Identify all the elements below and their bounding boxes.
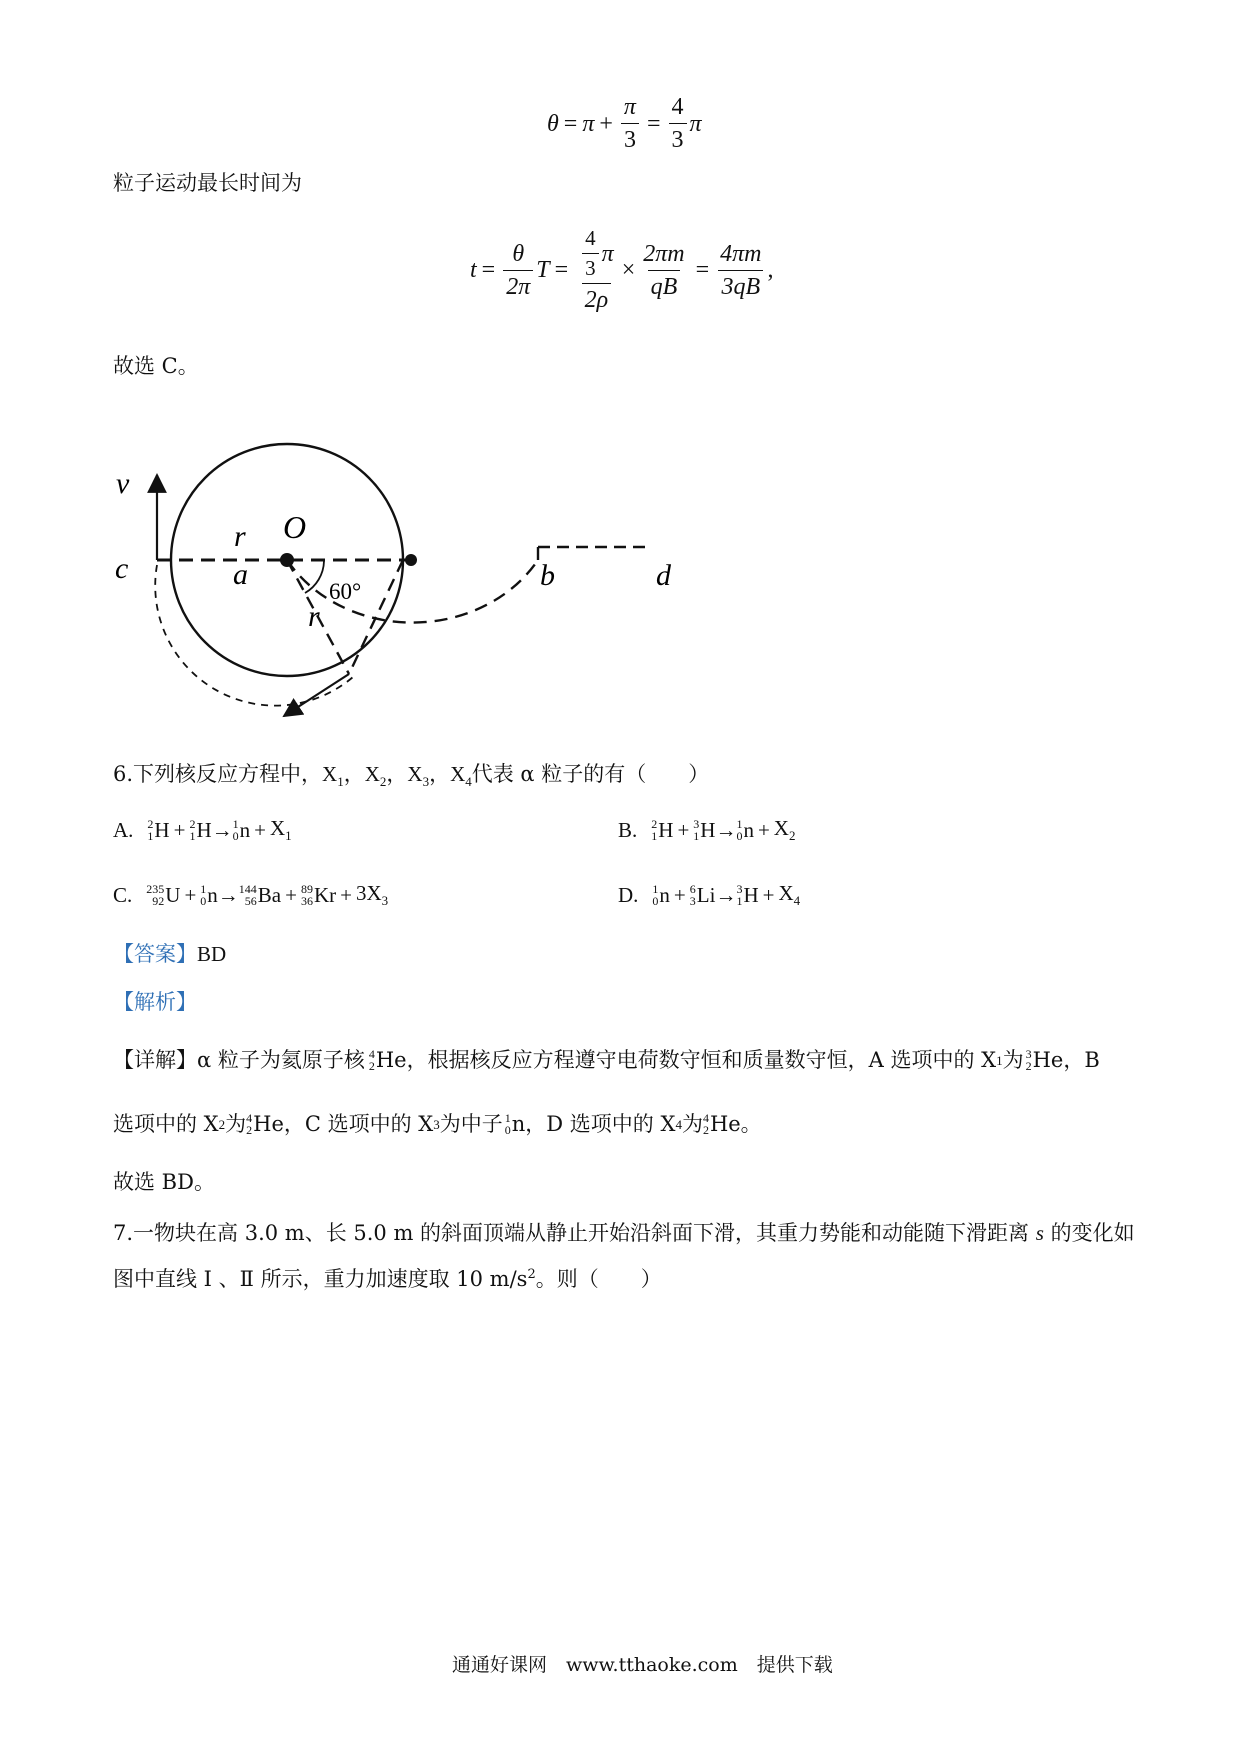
subscript: 2 — [379, 774, 387, 789]
exit-velocity-arrow — [284, 674, 349, 716]
stem-text: 的变化如 — [1050, 1221, 1135, 1245]
fraction-numerator: 4πm — [720, 240, 762, 267]
label-d: d — [656, 559, 671, 592]
detail-line-2: 选项中的 X 2 为 4 2 He，C 选项中的 X 3 为中子 1 0 n，D 选项中的 X 4 为 4 2 He。 — [113, 1111, 762, 1137]
fraction-numerator: θ — [512, 240, 525, 267]
equation-theta — [547, 95, 702, 152]
var-s: s — [1035, 1221, 1044, 1245]
label-O: O — [283, 509, 307, 545]
fraction-denominator: 2ρ — [582, 283, 612, 312]
fraction-numerator — [576, 228, 617, 283]
symbol-pi: π — [601, 240, 614, 267]
symbol-pi: π — [689, 110, 702, 137]
fraction-theta-over-2pi — [503, 242, 533, 299]
option-d: D. 1 0 n + 6 3 Li → 3 1 H + $X_4$ — [618, 881, 801, 908]
detail-text: 为 — [681, 1111, 703, 1136]
separator: ， — [386, 762, 408, 786]
symbol-T: T — [536, 257, 550, 283]
choose-c: 故选 C。 — [113, 354, 199, 378]
answer-tag: 【答案】 — [113, 942, 197, 966]
question-6-stem — [113, 764, 709, 788]
detail-tag: 【详解】 — [113, 1047, 197, 1072]
subscript: 2 — [218, 1116, 226, 1132]
answer-line — [113, 944, 226, 965]
trajectory-diagram — [100, 425, 720, 735]
fraction-denominator: 3 — [582, 253, 599, 279]
detail-line-1: 【详解】 α 粒子为氦原子核 4 2 He，根据核反应方程遵守电荷数守恒和质量数守恒，A 选项中的 X 1 为 3 2 He，B — [113, 1047, 1100, 1073]
symbol-pi: π — [582, 110, 595, 137]
fraction-2pim-over-qB — [640, 242, 687, 299]
dashed-chord — [349, 560, 403, 674]
detail-text: He，根据核反应方程遵守电荷数守恒和质量数守恒，A 选项中的 X — [375, 1047, 997, 1072]
fraction-numerator: π — [623, 94, 636, 120]
var-x: X — [450, 762, 466, 786]
var-x: X — [322, 762, 338, 786]
separator: ， — [343, 762, 365, 786]
angle-arc — [305, 561, 324, 593]
label-b: b — [540, 559, 555, 592]
equals-sign: = — [554, 257, 569, 283]
stem-text: 图中直线 Ⅰ 、Ⅱ 所示，重力加速度取 10 m/s — [113, 1267, 528, 1291]
subscript: 4 — [465, 774, 472, 789]
superscript: 2 — [527, 1267, 536, 1282]
detail-text: 选项中的 X — [113, 1111, 219, 1136]
label-c: c — [115, 552, 129, 585]
detail-text: He。 — [709, 1111, 762, 1136]
detail-text: 为 — [225, 1111, 247, 1136]
subscript: 4 — [675, 1116, 682, 1132]
subscript: 3 — [433, 1116, 440, 1132]
detail-text: He，B — [1032, 1047, 1100, 1072]
var-x: X — [364, 762, 380, 786]
answer-value: BD — [197, 942, 227, 966]
detail-text: n，D 选项中的 X — [511, 1111, 676, 1136]
option-a: A. 2 1 H + 2 1 H → 1 0 n + $X_1$ — [113, 816, 292, 843]
center-point-O — [280, 553, 294, 567]
fraction-4-over-3 — [582, 228, 599, 279]
question-7-line-2 — [113, 1268, 662, 1290]
subscript: 3 — [422, 774, 430, 789]
fraction-denominator: 3 — [669, 123, 687, 152]
var-x: X — [407, 762, 423, 786]
fraction-denominator: 3qB — [718, 270, 763, 299]
equals-sign: = — [481, 257, 496, 283]
separator: ， — [429, 762, 451, 786]
time-label: 粒子运动最长时间为 — [113, 171, 302, 195]
detail-text: 为中子 — [439, 1111, 503, 1136]
circle-point — [405, 554, 417, 566]
fraction-numerator: 4 — [585, 226, 596, 250]
choose-bd: 故选 BD。 — [113, 1170, 215, 1194]
fraction-numerator: 4 — [671, 94, 684, 120]
fraction-4-over-3 — [669, 95, 687, 152]
stem-suffix: 代表 α 粒子的有（ ） — [471, 762, 710, 786]
footer-credit: 通通好课网 www.tthaoke.com 提供下载 — [452, 1654, 833, 1676]
option-label: B. — [618, 817, 638, 842]
detail-text: He，C 选项中的 X — [253, 1111, 434, 1136]
fraction-numerator: 2πm — [643, 240, 685, 267]
option-b: B. 2 1 H + 3 1 H → 1 0 n + $X_2$ — [618, 816, 796, 843]
fraction-denominator: 2π — [503, 270, 533, 299]
fraction-denominator: 3 — [621, 123, 639, 152]
stem-prefix: 6.下列核反应方程中， — [113, 762, 323, 786]
stem-text: 7.一物块在高 3.0 m、长 5.0 m 的斜面顶端从静止开始沿斜面下滑，其重力势能和动能随下滑距离 — [113, 1221, 1030, 1245]
equals-sign: = — [646, 110, 661, 137]
option-label: A. — [113, 817, 134, 842]
comma: , — [767, 257, 774, 283]
subscript: 1 — [996, 1052, 1003, 1068]
detail-text: 为 — [1002, 1047, 1024, 1072]
fraction-pi-over-3 — [621, 95, 639, 152]
fraction-denominator: qB — [648, 270, 681, 299]
times-sign: × — [621, 257, 636, 283]
equation-time — [470, 228, 774, 312]
analysis-tag: 【解析】 — [113, 990, 197, 1014]
dashed-arc-right — [287, 560, 538, 623]
equals-sign: = — [695, 257, 710, 283]
label-angle: 60° — [329, 579, 362, 604]
fraction-4pim-over-3qB — [717, 242, 764, 299]
label-r-top: r — [234, 520, 246, 553]
label-a: a — [233, 558, 248, 591]
symbol-t: t — [470, 257, 477, 283]
option-label: C. — [113, 882, 133, 907]
symbol-theta: θ — [547, 110, 559, 137]
plus-sign: + — [599, 110, 613, 137]
dashed-arc-left — [155, 565, 353, 706]
detail-text: α 粒子为氦原子核 — [197, 1047, 365, 1072]
label-v: v — [116, 467, 130, 500]
fraction-compound — [576, 228, 617, 312]
question-7-line-1 — [113, 1223, 1135, 1244]
label-r-radius: r — [308, 600, 320, 633]
subscript: 1 — [337, 774, 344, 789]
option-label: D. — [618, 882, 639, 907]
equals-sign: = — [563, 110, 578, 137]
option-c: C. 235 92 U + 1 0 n → 144 56 Ba + 89 36 Kr + $3X_3$ — [113, 881, 389, 908]
stem-text: 。则（ ） — [535, 1267, 662, 1291]
